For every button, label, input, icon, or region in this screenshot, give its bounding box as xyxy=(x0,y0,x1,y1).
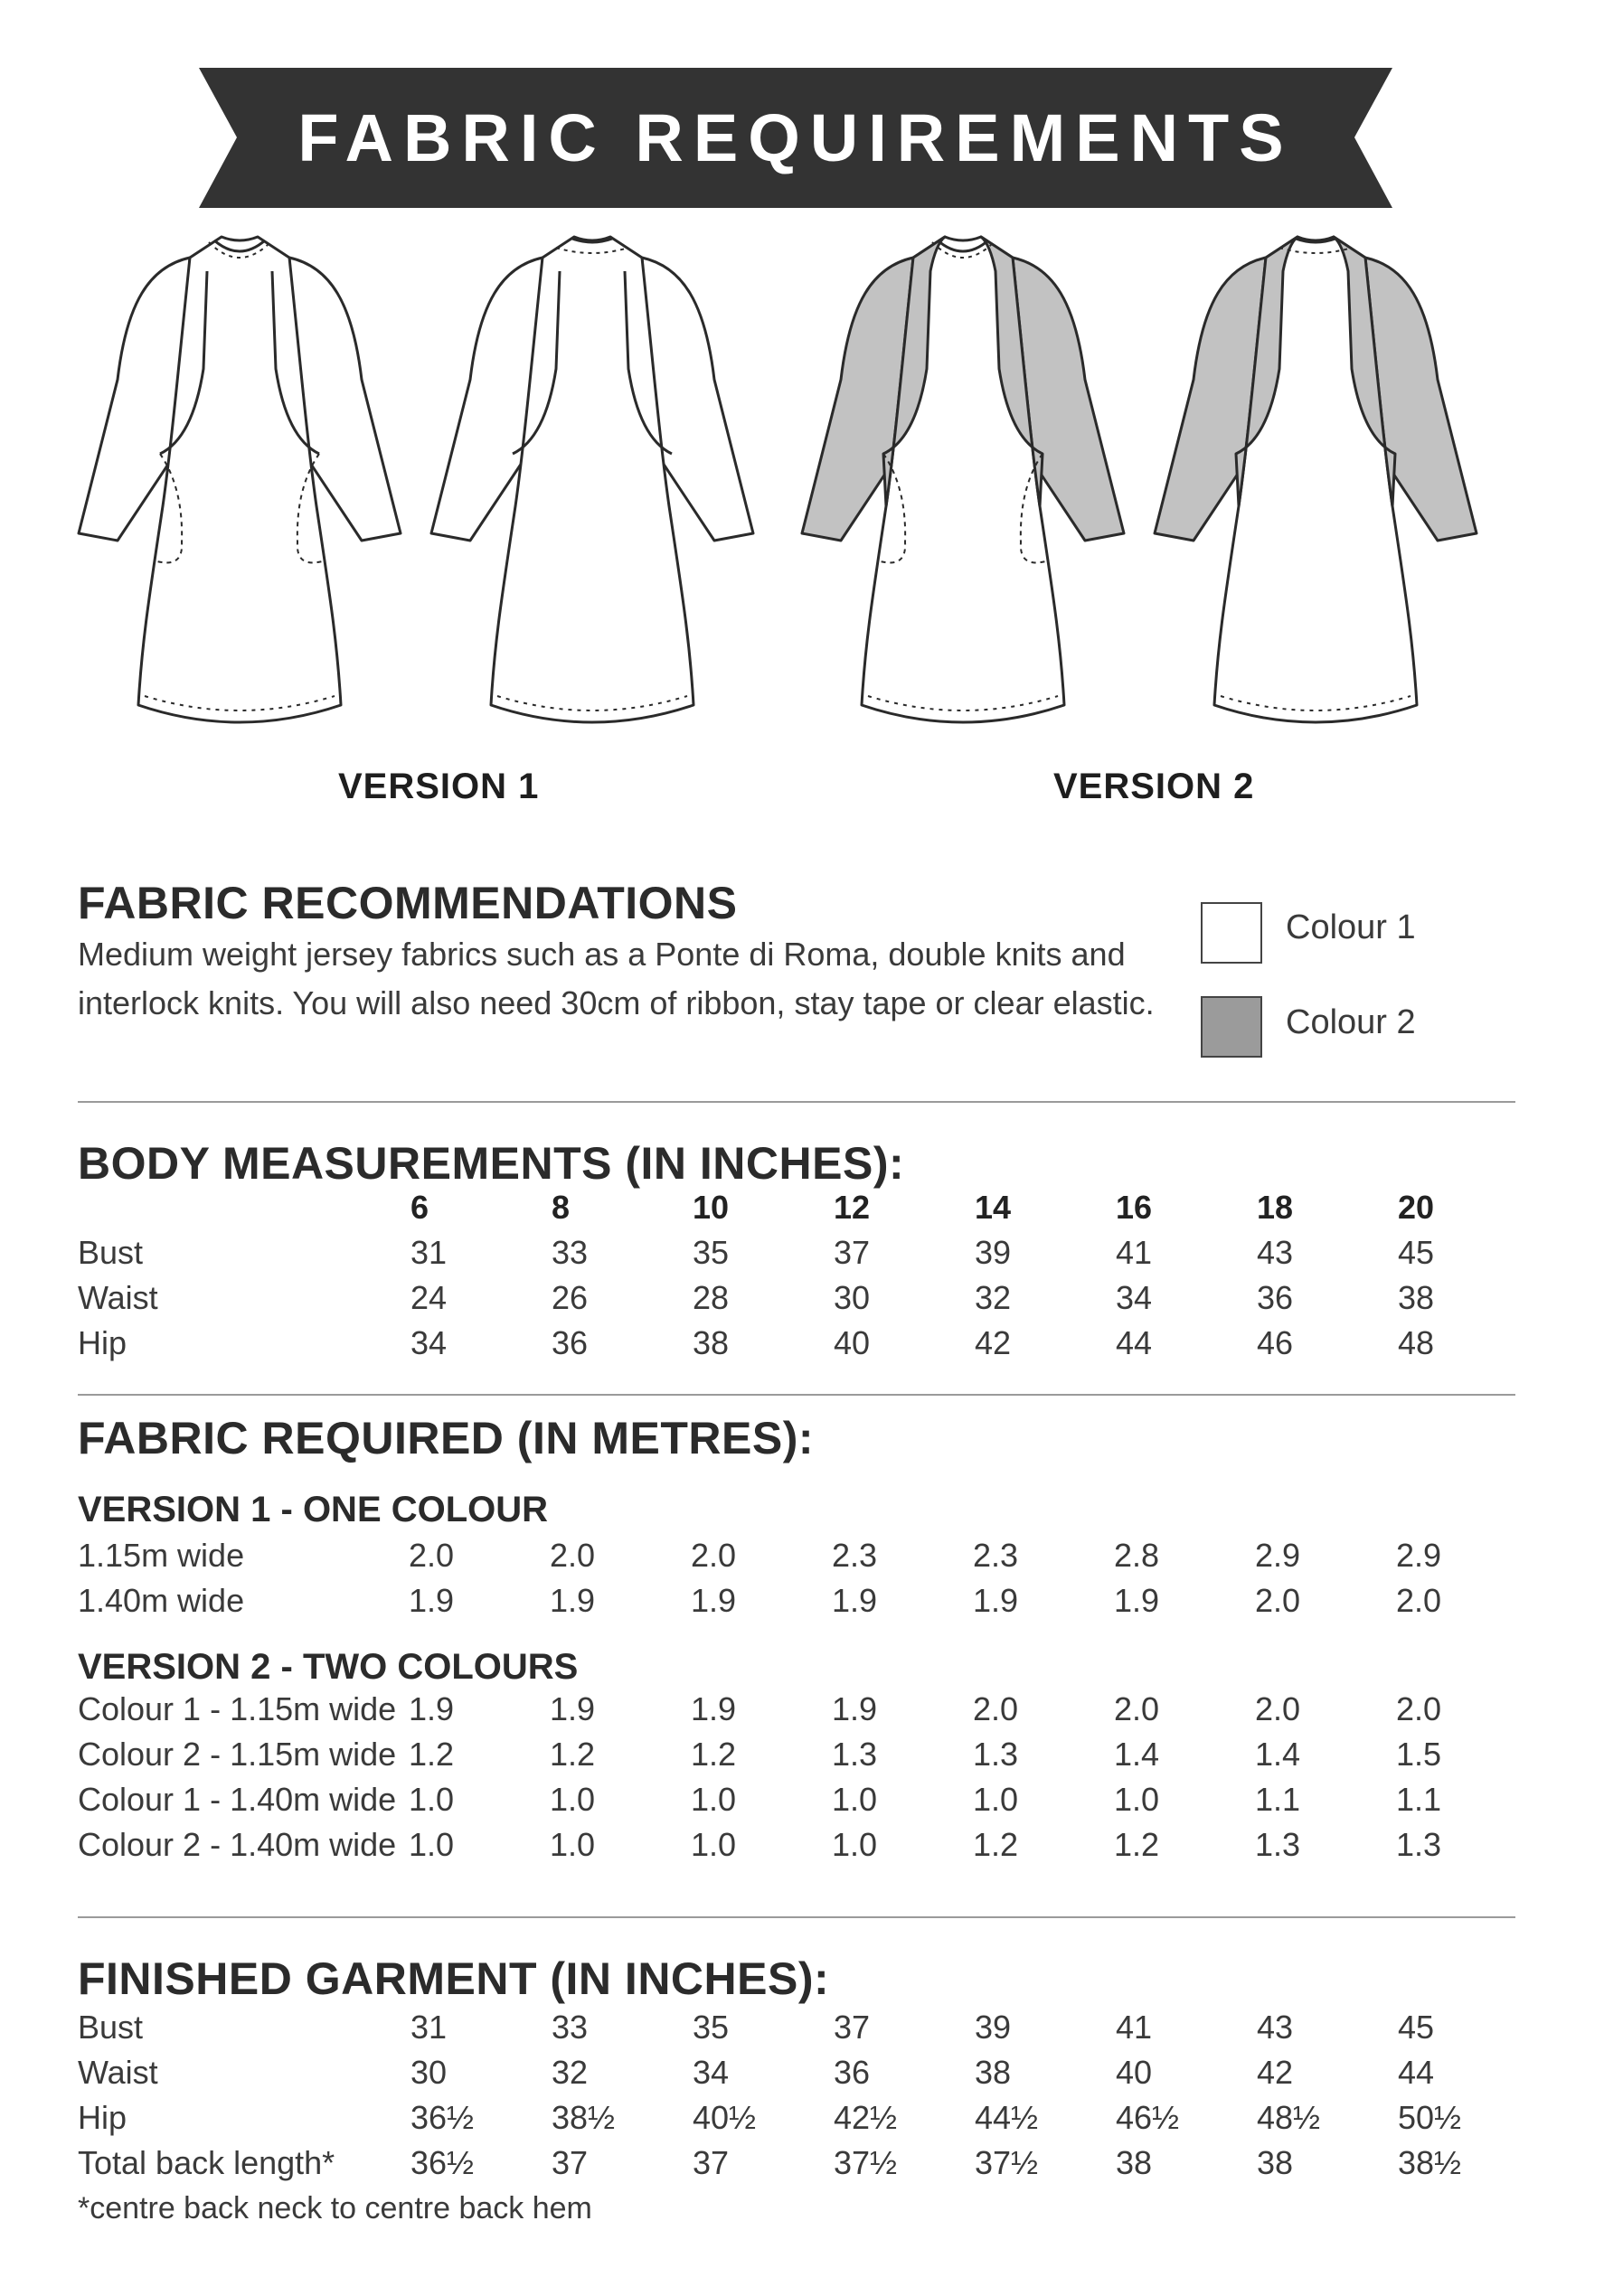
table-row xyxy=(0,1279,1604,1324)
size-header-row xyxy=(0,1189,1604,1234)
table-row xyxy=(0,2099,1604,2144)
table-cell: 36 xyxy=(1257,1279,1294,1316)
title-banner xyxy=(199,68,1392,208)
table-cell: 26 xyxy=(552,1279,589,1316)
garment-drawings xyxy=(0,217,1604,750)
table-cell: 24 xyxy=(410,1279,448,1316)
size-header: 12 xyxy=(834,1189,871,1226)
table-cell: 38 xyxy=(693,1324,730,1361)
table-cell: 1.0 xyxy=(832,1781,878,1818)
fabric-required-heading: FABRIC REQUIRED (IN METRES): xyxy=(78,1413,814,1463)
table-cell: 36½ xyxy=(410,2099,475,2136)
table-cell: 2.3 xyxy=(973,1537,1019,1574)
row-label: 1.15m wide xyxy=(78,1537,245,1574)
size-header: 20 xyxy=(1398,1189,1435,1226)
row-label: Colour 2 - 1.40m wide xyxy=(78,1826,397,1863)
table-cell: 35 xyxy=(693,2009,730,2046)
recommendations-line-1: Medium weight jersey fabrics such as a Ponte di Roma, double knits and xyxy=(78,936,1126,973)
colour-2-label: Colour 2 xyxy=(1286,1003,1416,1041)
table-cell: 33 xyxy=(552,1234,589,1271)
table-cell: 1.0 xyxy=(691,1781,737,1818)
table-cell: 38 xyxy=(1257,2144,1294,2181)
version-2-fabric-table xyxy=(0,1690,1604,1871)
table-cell: 34 xyxy=(693,2054,730,2091)
table-cell: 1.0 xyxy=(409,1826,455,1863)
row-label: Bust xyxy=(78,2009,144,2046)
size-header: 6 xyxy=(410,1189,429,1226)
footnote: *centre back neck to centre back hem xyxy=(78,2191,592,2225)
table-cell: 1.3 xyxy=(1396,1826,1442,1863)
table-cell: 46 xyxy=(1257,1324,1294,1361)
colour-1-swatch xyxy=(1201,902,1262,964)
colour-2-swatch xyxy=(1201,996,1262,1058)
table-row xyxy=(0,1537,1604,1582)
table-cell: 1.9 xyxy=(1114,1582,1160,1619)
table-cell: 40 xyxy=(1116,2054,1153,2091)
recommendations-line-2: interlock knits. You will also need 30cm of ribbon, stay tape or clear elastic. xyxy=(78,984,1155,1021)
table-row xyxy=(0,1826,1604,1871)
table-cell: 1.0 xyxy=(550,1781,596,1818)
size-header: 10 xyxy=(693,1189,730,1226)
table-cell: 2.0 xyxy=(1396,1690,1442,1727)
body-measurements-heading: BODY MEASUREMENTS (IN INCHES): xyxy=(78,1138,905,1189)
table-cell: 1.4 xyxy=(1255,1736,1301,1773)
table-cell: 30 xyxy=(834,1279,871,1316)
table-cell: 2.0 xyxy=(550,1537,596,1574)
table-cell: 1.9 xyxy=(832,1582,878,1619)
table-cell: 38 xyxy=(1398,1279,1435,1316)
row-label: Hip xyxy=(78,1324,127,1361)
table-cell: 2.0 xyxy=(691,1537,737,1574)
table-cell: 36½ xyxy=(410,2144,475,2181)
table-cell: 39 xyxy=(975,1234,1012,1271)
finished-garment-heading: FINISHED GARMENT (IN INCHES): xyxy=(78,1953,830,2004)
table-cell: 39 xyxy=(975,2009,1012,2046)
table-cell: 38½ xyxy=(552,2099,616,2136)
colour-1-label: Colour 1 xyxy=(1286,908,1416,946)
table-cell: 2.0 xyxy=(1255,1582,1301,1619)
table-cell: 1.9 xyxy=(409,1690,455,1727)
dress-v1-back-drawing xyxy=(431,237,753,722)
table-cell: 41 xyxy=(1116,2009,1153,2046)
version-1-one-colour-heading: VERSION 1 - ONE COLOUR xyxy=(78,1490,549,1529)
table-cell: 1.1 xyxy=(1396,1781,1442,1818)
table-cell: 32 xyxy=(975,1279,1012,1316)
row-label: Bust xyxy=(78,1234,144,1271)
table-row xyxy=(0,1234,1604,1279)
table-cell: 38 xyxy=(1116,2144,1153,2181)
table-cell: 2.9 xyxy=(1255,1537,1301,1574)
table-cell: 1.2 xyxy=(1114,1826,1160,1863)
table-cell: 1.9 xyxy=(409,1582,455,1619)
row-label: 1.40m wide xyxy=(78,1582,245,1619)
dress-v2-back-drawing xyxy=(1155,237,1477,722)
version-2-two-colours-heading: VERSION 2 - TWO COLOURS xyxy=(78,1647,579,1687)
fabric-recommendations-heading: FABRIC RECOMMENDATIONS xyxy=(78,878,738,928)
table-cell: 48½ xyxy=(1257,2099,1321,2136)
version-1-label: VERSION 1 xyxy=(338,767,540,806)
table-cell: 1.2 xyxy=(691,1736,737,1773)
table-cell: 1.3 xyxy=(1255,1826,1301,1863)
row-label: Colour 2 - 1.15m wide xyxy=(78,1736,397,1773)
table-cell: 1.0 xyxy=(1114,1781,1160,1818)
table-cell: 48 xyxy=(1398,1324,1435,1361)
table-row xyxy=(0,2144,1604,2189)
table-row xyxy=(0,1736,1604,1781)
table-cell: 40½ xyxy=(693,2099,757,2136)
table-cell: 1.2 xyxy=(550,1736,596,1773)
table-cell: 2.0 xyxy=(1255,1690,1301,1727)
section-divider xyxy=(78,1916,1515,1918)
table-cell: 34 xyxy=(1116,1279,1153,1316)
table-cell: 43 xyxy=(1257,2009,1294,2046)
table-cell: 2.0 xyxy=(1114,1690,1160,1727)
table-cell: 2.8 xyxy=(1114,1537,1160,1574)
table-cell: 1.0 xyxy=(550,1826,596,1863)
table-cell: 35 xyxy=(693,1234,730,1271)
table-cell: 37 xyxy=(834,1234,871,1271)
table-cell: 28 xyxy=(693,1279,730,1316)
table-cell: 41 xyxy=(1116,1234,1153,1271)
table-cell: 36 xyxy=(552,1324,589,1361)
table-cell: 44½ xyxy=(975,2099,1039,2136)
table-cell: 1.9 xyxy=(832,1690,878,1727)
table-cell: 36 xyxy=(834,2054,871,2091)
table-row xyxy=(0,2054,1604,2099)
table-cell: 31 xyxy=(410,2009,448,2046)
version-1-fabric-table xyxy=(0,1537,1604,1627)
table-cell: 42 xyxy=(1257,2054,1294,2091)
section-divider xyxy=(78,1101,1515,1103)
table-cell: 1.0 xyxy=(691,1826,737,1863)
dress-v2-front-drawing xyxy=(802,237,1124,722)
table-cell: 1.0 xyxy=(832,1826,878,1863)
table-cell: 44 xyxy=(1116,1324,1153,1361)
table-cell: 43 xyxy=(1257,1234,1294,1271)
body-measurements-table xyxy=(0,1189,1604,1369)
table-cell: 2.0 xyxy=(409,1537,455,1574)
table-cell: 42 xyxy=(975,1324,1012,1361)
table-row xyxy=(0,1690,1604,1736)
table-cell: 37½ xyxy=(975,2144,1039,2181)
table-cell: 46½ xyxy=(1116,2099,1180,2136)
row-label: Waist xyxy=(78,1279,158,1316)
table-cell: 40 xyxy=(834,1324,871,1361)
finished-garment-table xyxy=(0,2009,1604,2189)
table-cell: 37 xyxy=(693,2144,730,2181)
table-cell: 37 xyxy=(834,2009,871,2046)
table-cell: 2.0 xyxy=(973,1690,1019,1727)
dress-v1-front-drawing xyxy=(79,237,401,722)
size-header: 8 xyxy=(552,1189,571,1226)
table-cell: 45 xyxy=(1398,1234,1435,1271)
table-cell: 38½ xyxy=(1398,2144,1462,2181)
table-cell: 1.9 xyxy=(973,1582,1019,1619)
table-cell: 37 xyxy=(552,2144,589,2181)
table-cell: 32 xyxy=(552,2054,589,2091)
row-label: Waist xyxy=(78,2054,158,2091)
table-cell: 1.2 xyxy=(409,1736,455,1773)
table-row xyxy=(0,1324,1604,1369)
table-cell: 1.9 xyxy=(550,1690,596,1727)
table-cell: 45 xyxy=(1398,2009,1435,2046)
table-cell: 38 xyxy=(975,2054,1012,2091)
table-cell: 1.5 xyxy=(1396,1736,1442,1773)
table-cell: 37½ xyxy=(834,2144,898,2181)
page-title: FABRIC REQUIREMENTS xyxy=(297,100,1294,175)
row-label: Colour 1 - 1.15m wide xyxy=(78,1690,397,1727)
table-cell: 1.0 xyxy=(409,1781,455,1818)
version-2-label: VERSION 2 xyxy=(1053,767,1255,806)
table-cell: 1.2 xyxy=(973,1826,1019,1863)
table-cell: 1.9 xyxy=(691,1690,737,1727)
section-divider xyxy=(78,1394,1515,1396)
table-cell: 33 xyxy=(552,2009,589,2046)
table-cell: 50½ xyxy=(1398,2099,1462,2136)
table-cell: 1.1 xyxy=(1255,1781,1301,1818)
row-label: Hip xyxy=(78,2099,127,2136)
table-cell: 34 xyxy=(410,1324,448,1361)
table-cell: 1.3 xyxy=(832,1736,878,1773)
table-cell: 2.0 xyxy=(1396,1582,1442,1619)
table-cell: 1.4 xyxy=(1114,1736,1160,1773)
table-cell: 42½ xyxy=(834,2099,898,2136)
table-cell: 1.3 xyxy=(973,1736,1019,1773)
row-label: Total back length* xyxy=(78,2144,335,2181)
table-cell: 2.3 xyxy=(832,1537,878,1574)
table-cell: 31 xyxy=(410,1234,448,1271)
size-header: 14 xyxy=(975,1189,1012,1226)
table-row xyxy=(0,2009,1604,2054)
size-header: 18 xyxy=(1257,1189,1294,1226)
table-cell: 44 xyxy=(1398,2054,1435,2091)
table-cell: 1.0 xyxy=(973,1781,1019,1818)
table-row xyxy=(0,1781,1604,1826)
row-label: Colour 1 - 1.40m wide xyxy=(78,1781,397,1818)
table-row xyxy=(0,1582,1604,1627)
table-cell: 1.9 xyxy=(550,1582,596,1619)
table-cell: 1.9 xyxy=(691,1582,737,1619)
table-cell: 30 xyxy=(410,2054,448,2091)
table-cell: 2.9 xyxy=(1396,1537,1442,1574)
size-header: 16 xyxy=(1116,1189,1153,1226)
